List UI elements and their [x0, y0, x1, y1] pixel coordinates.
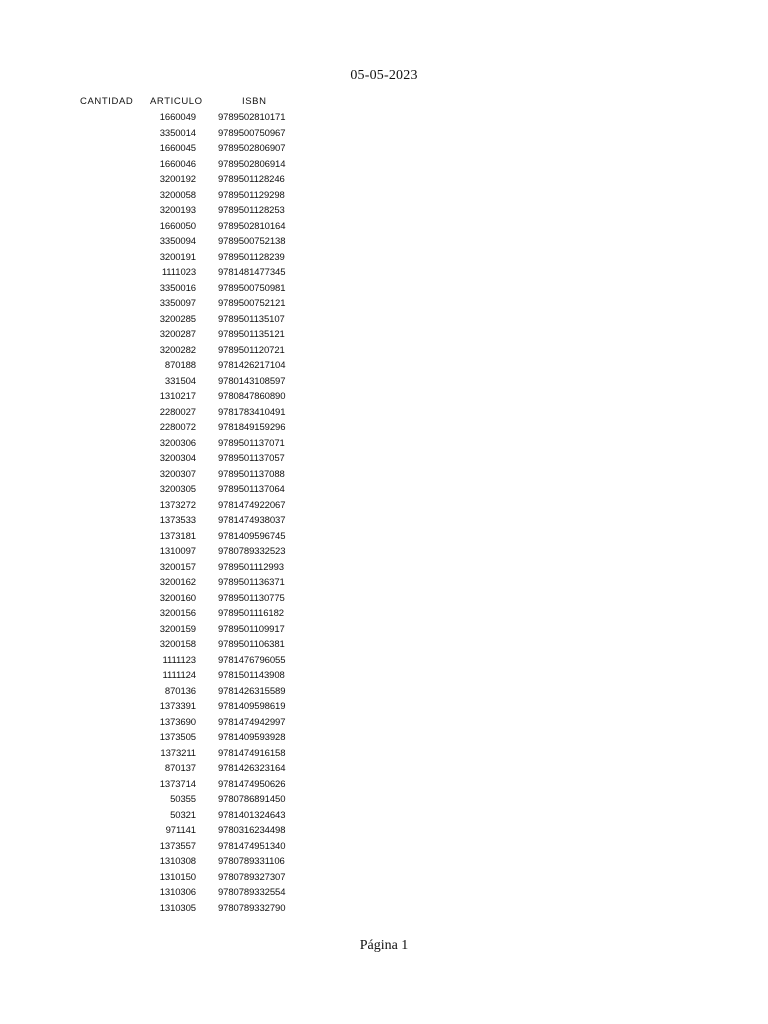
table-row	[0, 219, 768, 235]
cell-isbn: 9780786891450	[218, 794, 286, 805]
cell-isbn: 9789501137071	[218, 437, 285, 449]
table-row	[0, 467, 768, 483]
cell-isbn: 9781783410491	[218, 406, 286, 418]
cell-articulo: 870188	[164, 360, 196, 371]
cell-articulo: 3200305	[159, 484, 196, 495]
cell-isbn: 9789500750967	[218, 127, 286, 139]
table-row	[0, 684, 768, 700]
cell-articulo: 3200162	[159, 577, 196, 588]
cell-articulo: 50321	[170, 809, 196, 821]
cell-articulo: 1310306	[159, 887, 196, 898]
table-row	[0, 761, 768, 777]
cell-articulo: 331504	[164, 375, 196, 387]
table-row	[0, 901, 768, 917]
cell-articulo: 3200285	[159, 313, 196, 325]
column-header-articulo: ARTICULO	[150, 96, 203, 107]
cell-isbn: 9781409598619	[218, 701, 286, 712]
table-row	[0, 498, 768, 514]
cell-articulo: 1373557	[159, 840, 196, 852]
cell-articulo: 3350097	[159, 298, 196, 309]
cell-articulo: 2280027	[159, 406, 196, 418]
table-row	[0, 591, 768, 607]
cell-articulo: 1373272	[159, 499, 196, 511]
cell-isbn: 9789500752121	[218, 298, 286, 309]
cell-articulo: 1660045	[159, 143, 196, 154]
table-header	[0, 96, 768, 110]
cell-articulo: 1373533	[159, 515, 196, 526]
cell-articulo: 1111123	[162, 654, 196, 666]
table-row	[0, 281, 768, 297]
cell-isbn: 9780789332790	[218, 902, 286, 914]
cell-isbn: 9789501112993	[218, 561, 284, 573]
cell-articulo: 1310217	[159, 391, 196, 402]
table-row	[0, 358, 768, 374]
cell-articulo: 1111023	[161, 267, 196, 278]
table-row	[0, 141, 768, 157]
cell-articulo: 3200306	[159, 437, 196, 449]
cell-articulo: 1310150	[159, 871, 196, 883]
cell-isbn: 9781474950626	[218, 778, 286, 790]
table-row	[0, 250, 768, 266]
cell-articulo: 870137	[164, 763, 196, 774]
cell-articulo: 3200157	[159, 561, 196, 573]
table-row	[0, 823, 768, 839]
cell-isbn: 9780316234498	[218, 825, 286, 836]
cell-isbn: 9789501129298	[218, 189, 285, 201]
cell-isbn: 9789501128253	[218, 205, 285, 216]
cell-isbn: 9789501130775	[218, 592, 285, 604]
table-row	[0, 451, 768, 467]
cell-articulo: 1373181	[159, 530, 196, 542]
cell-articulo: 3200193	[159, 205, 196, 216]
table-row	[0, 870, 768, 886]
cell-articulo: 1373690	[159, 716, 196, 728]
table-row	[0, 234, 768, 250]
cell-articulo: 1660049	[159, 112, 196, 123]
table-row	[0, 343, 768, 359]
table-row	[0, 405, 768, 421]
cell-isbn: 9789502810164	[218, 220, 286, 232]
cell-isbn: 9781401324643	[218, 809, 286, 821]
cell-articulo: 3200282	[159, 344, 196, 356]
cell-articulo: 50355	[170, 794, 196, 805]
cell-articulo: 3200307	[159, 468, 196, 480]
cell-articulo: 1373505	[159, 732, 196, 743]
table-row	[0, 296, 768, 312]
cell-articulo: 1373211	[160, 747, 196, 759]
cell-articulo: 3200191	[159, 251, 196, 263]
cell-isbn: 9789501137057	[218, 453, 285, 464]
cell-isbn: 9781426217104	[218, 360, 286, 371]
cell-isbn: 9789502806907	[218, 143, 286, 154]
cell-articulo: 2280072	[159, 422, 196, 433]
table-row	[0, 622, 768, 638]
table-row	[0, 637, 768, 653]
table-body	[0, 110, 768, 916]
cell-isbn: 9781409593928	[218, 732, 286, 743]
cell-articulo: 3350094	[159, 236, 196, 247]
cell-articulo: 1373714	[159, 778, 196, 790]
cell-articulo: 1660046	[159, 158, 196, 170]
cell-isbn: 9781474942997	[218, 716, 286, 728]
table-row	[0, 327, 768, 343]
cell-isbn: 9780847860890	[218, 391, 286, 402]
cell-isbn: 9780789327307	[218, 871, 286, 883]
table-row	[0, 885, 768, 901]
cell-isbn: 9781409596745	[218, 530, 286, 542]
cell-isbn: 9789501135107	[218, 313, 285, 325]
cell-articulo: 3200304	[159, 453, 196, 464]
table-row	[0, 188, 768, 204]
cell-articulo: 1310305	[159, 902, 196, 914]
table-row	[0, 854, 768, 870]
column-header-isbn: ISBN	[242, 96, 267, 107]
table-row	[0, 203, 768, 219]
table-row	[0, 265, 768, 281]
cell-articulo: 3200192	[159, 174, 196, 185]
cell-articulo: 870136	[164, 685, 196, 697]
table-row	[0, 730, 768, 746]
table-row	[0, 653, 768, 669]
cell-isbn: 9781474916158	[218, 747, 286, 759]
cell-isbn: 9789501106381	[218, 639, 285, 650]
cell-isbn: 9781474951340	[218, 840, 286, 852]
cell-isbn: 9789502806914	[218, 158, 286, 170]
cell-isbn: 9780789331106	[218, 856, 285, 867]
cell-isbn: 9781474938037	[218, 515, 286, 526]
cell-isbn: 9781474922067	[218, 499, 286, 511]
table-row	[0, 792, 768, 808]
table-row	[0, 389, 768, 405]
table-row	[0, 746, 768, 762]
cell-articulo: 1310097	[159, 546, 196, 557]
cell-isbn: 9781426315589	[218, 685, 286, 697]
column-header-cantidad: CANTIDAD	[80, 96, 134, 107]
cell-isbn: 9789501135121	[218, 329, 285, 340]
cell-isbn: 9781481477345	[218, 267, 286, 278]
cell-articulo: 3200058	[159, 189, 196, 201]
table-row	[0, 529, 768, 545]
table-row	[0, 777, 768, 793]
table-row	[0, 157, 768, 173]
table-row	[0, 699, 768, 715]
table-row	[0, 715, 768, 731]
table-row	[0, 172, 768, 188]
cell-articulo: 3350014	[159, 127, 196, 139]
table-row	[0, 436, 768, 452]
table-row	[0, 110, 768, 126]
cell-isbn: 9789501109917	[218, 623, 285, 635]
cell-isbn: 9781476796055	[218, 654, 286, 666]
cell-isbn: 9789501137088	[218, 468, 285, 480]
cell-isbn: 9789501116182	[218, 608, 284, 619]
table-row	[0, 544, 768, 560]
cell-isbn: 9781849159296	[218, 422, 286, 433]
table-row	[0, 126, 768, 142]
table-row	[0, 575, 768, 591]
cell-articulo: 971141	[165, 825, 196, 836]
cell-isbn: 9789502810171	[218, 112, 286, 123]
table-row	[0, 668, 768, 684]
cell-isbn: 9789500750981	[218, 282, 286, 294]
cell-isbn: 9789500752138	[218, 236, 286, 247]
cell-isbn: 9789501137064	[218, 484, 285, 495]
cell-articulo: 3200156	[159, 608, 196, 619]
cell-isbn: 9781426323164	[218, 763, 286, 774]
cell-articulo: 3200158	[159, 639, 196, 650]
cell-isbn: 9789501128239	[218, 251, 285, 263]
table-row	[0, 374, 768, 390]
cell-articulo: 3200287	[159, 329, 196, 340]
cell-articulo: 3200160	[159, 592, 196, 604]
cell-isbn: 9780143108597	[218, 375, 286, 387]
cell-isbn: 9789501136371	[218, 577, 285, 588]
cell-isbn: 9780789332554	[218, 887, 286, 898]
cell-articulo: 3350016	[159, 282, 196, 294]
cell-articulo: 1111124	[162, 670, 196, 681]
table-row	[0, 606, 768, 622]
table-row	[0, 482, 768, 498]
cell-isbn: 9789501128246	[218, 174, 285, 185]
cell-articulo: 1660050	[159, 220, 196, 232]
cell-articulo: 3200159	[159, 623, 196, 635]
table-row	[0, 312, 768, 328]
cell-articulo: 1373391	[159, 701, 196, 712]
cell-isbn: 9781501143908	[218, 670, 285, 681]
table-row	[0, 808, 768, 824]
table-row	[0, 839, 768, 855]
cell-articulo: 1310308	[159, 856, 196, 867]
table-row	[0, 560, 768, 576]
cell-isbn: 9780789332523	[218, 546, 286, 557]
page-number: Página 1	[359, 938, 409, 953]
table-row	[0, 513, 768, 529]
table-row	[0, 420, 768, 436]
page-date: 05-05-2023	[350, 68, 418, 83]
cell-isbn: 9789501120721	[218, 344, 285, 356]
